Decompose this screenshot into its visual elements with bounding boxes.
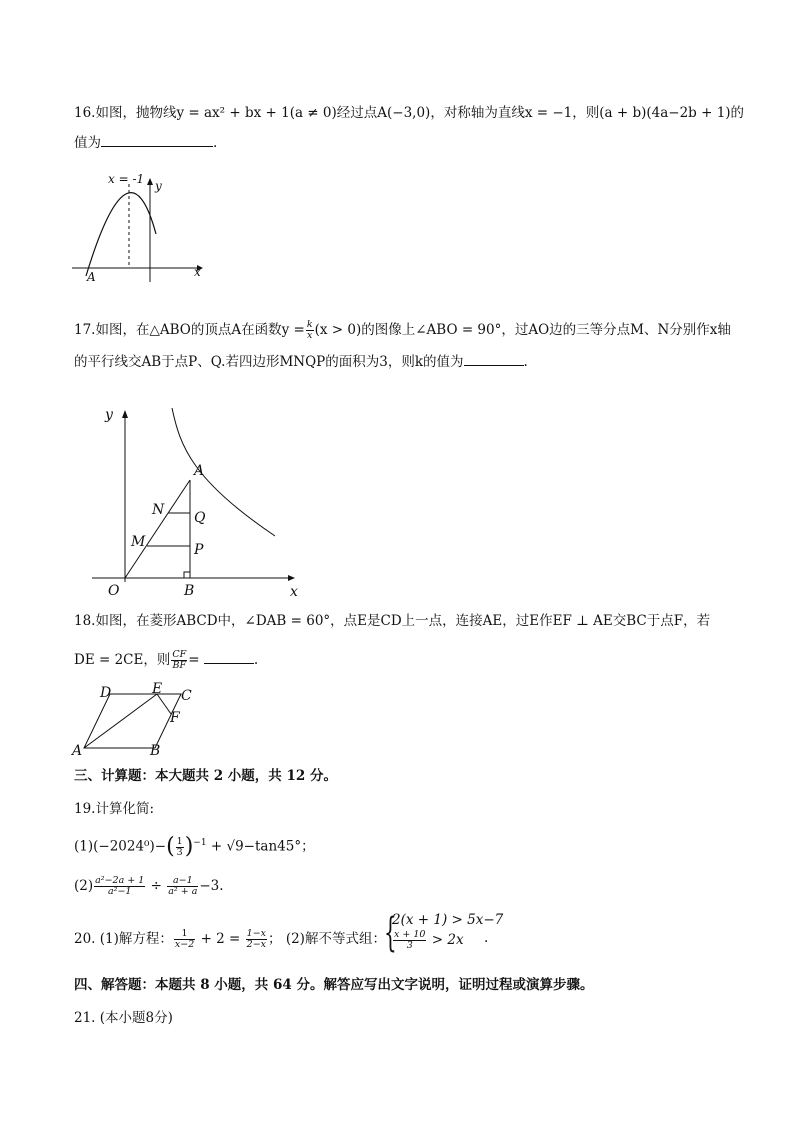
q19-p1-a: (1)(−2024⁰)− [74, 838, 167, 855]
q18-point-A: A [72, 743, 83, 759]
q17-frac-den: x [307, 330, 313, 341]
q19-p2-f1-den: a²−1 [107, 886, 132, 897]
q16-x-label: x [194, 265, 201, 279]
q19-p1-frac-num: 1 [176, 835, 183, 847]
q20-mid: + 2 = [200, 931, 241, 947]
q21-heading: 21. (本小题8分) [74, 1010, 173, 1026]
q16-line2: 值为 . [74, 135, 218, 151]
q17-point-Q: Q [194, 510, 206, 526]
q18-point-C: C [181, 688, 192, 704]
q18-point-B: B [150, 743, 161, 759]
q17-point-B: B [184, 583, 195, 599]
q19-p2-a: (2) [74, 878, 94, 894]
q19-p1-exp: −1 [193, 838, 207, 848]
q18-point-D: D [100, 685, 112, 701]
q19-p2-f1-num: a²−2a + 1 [95, 875, 145, 886]
q18-frac-num: CF [172, 649, 187, 660]
q18-line2: DE = 2CE，则 $\frac{CF}{BF}$ = . [74, 649, 259, 671]
q17-point-N: N [152, 502, 165, 518]
q20-f2-den: 2−x [246, 939, 267, 950]
q19-p2-fraction2 [167, 876, 198, 897]
q17-frac-num: k [306, 319, 313, 330]
q17-answer-blank [464, 353, 524, 366]
q16-y-label: y [155, 179, 162, 193]
q20-ineq2-post: > 2x [431, 932, 464, 948]
q19-title: 19.计算化简: [74, 801, 155, 817]
q18-figure [70, 682, 200, 758]
q17-line1-post: (x > 0)的图像上∠ABO = 90°，过AO边的三等分点M、N分别作x轴 [314, 322, 731, 338]
q17-point-M: M [131, 534, 146, 550]
q19-p2-f2-num: a−1 [167, 876, 198, 887]
q19-p2-f2-den: a² + a [168, 886, 198, 897]
q18-answer-blank [204, 651, 254, 664]
q17-line2: 的平行线交AB于点P、Q.若四边形MNQP的面积为3，则k的值为 . [74, 354, 528, 370]
q16-line1: 16.如图，抛物线y = ax² + bx + 1(a ≠ 0)经过点A(−3,0)，对称轴为直线x = −1，则(a + b)(4a−2b + 1)的 [74, 105, 745, 121]
q20-p1: 20. (1)解方程： [74, 931, 173, 947]
q18-line2-post: = [188, 652, 200, 668]
q18-frac-den: BF [172, 660, 187, 671]
q20-part1 [74, 929, 386, 950]
q19-p1-fraction [176, 837, 184, 858]
q20-system-brace: { [384, 910, 397, 956]
q16-point-A: A [87, 270, 96, 284]
q17-point-P: P [194, 542, 204, 558]
q16-figure [70, 170, 210, 285]
q18-point-E: E [152, 681, 163, 697]
q16-answer-blank [101, 134, 213, 147]
q17-line2-text: 的平行线交AB于点P、Q.若四边形MNQP的面积为3，则k的值为 [74, 354, 464, 370]
q17-point-A: A [194, 463, 205, 479]
q17-fraction [306, 320, 314, 341]
q20-f2-num: 1−x [246, 928, 267, 939]
q19-p2-div: ÷ [150, 878, 162, 894]
q18-line2-pre: DE = 2CE，则 [74, 652, 171, 668]
q16-line2-text: 值为 [74, 135, 101, 151]
q19-p2-fraction1 [94, 876, 145, 897]
q17-line1 [74, 320, 731, 341]
q17-x-label: x [290, 584, 298, 600]
q18-fraction [171, 650, 187, 671]
q20-inequality2 [392, 930, 464, 951]
q20-f1-den: x−2 [174, 939, 195, 950]
q20-fraction1 [174, 929, 195, 950]
q19-p2-b: −3. [199, 878, 224, 894]
q17-figure [92, 404, 302, 599]
q19-part2 [74, 876, 224, 897]
q20-inequality1: 2(x + 1) > 5x−7 [392, 912, 504, 928]
q20-ineq2-num: x + 10 [394, 929, 426, 940]
q17-y-label: y [105, 407, 113, 423]
section-3-heading: 三、计算题：本大题共 2 小题，共 12 分。 [74, 768, 337, 784]
q19-p1-b: + √9−tan45°； [210, 838, 315, 855]
q20-p2: ； (2)解不等式组： [268, 931, 386, 947]
q18-line1: 18.如图，在菱形ABCD中，∠DAB = 60°，点E是CD上一点，连接AE，过E作EF ⊥ AE交BC于点F，若 [74, 613, 711, 629]
q20-ineq2-fraction [393, 930, 426, 951]
q20-ineq2-den: 3 [406, 940, 413, 951]
q18-point-F: F [170, 710, 180, 726]
q19-p1-frac-den: 3 [176, 846, 183, 858]
q20-f1-num: 1 [174, 929, 195, 940]
q19-part1: (1)(−2024⁰)−( $\frac{1}{3}$ )$^{-1}$ + √9−tan45°； [74, 834, 315, 859]
q16-axis-label: x = -1 [108, 172, 145, 186]
q17-point-O: O [108, 583, 120, 599]
q17-line1-pre: 17.如图，在△ABO的顶点A在函数y = [74, 322, 305, 338]
section-4-heading: 四、解答题：本题共 8 小题，共 64 分。解答应写出文字说明，证明过程或演算步骤。 [74, 977, 594, 993]
q20-end: . [484, 930, 489, 946]
q20-fraction2 [246, 929, 267, 950]
